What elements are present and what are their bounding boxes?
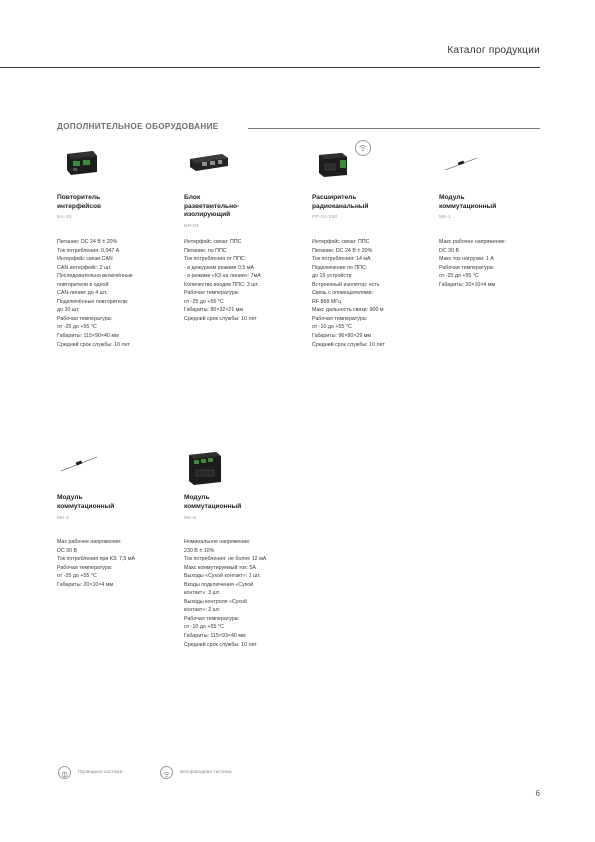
interface-repeater-image [63,148,99,176]
product-card [184,448,309,668]
switching-module-mk8-image [186,450,224,486]
product-name: Модуль коммутационный [184,494,242,510]
product-code: ВА-30 [57,215,72,220]
product-card [312,145,437,375]
product-card [57,448,182,628]
product-code: МК-1 [439,215,452,220]
wired-system-icon [58,766,71,779]
splitter-isolator-block-image [188,151,230,173]
spec-list: Max рабочее напряжение: DC 30 В Ток потребления при КЗ: 7,5 мА Рабочая температура: от -25 до +55 °С Габариты: 20×10×4 мм [57,539,135,588]
legend-wireless [160,766,232,779]
legend-wired [58,766,122,779]
spec-list: Номинальное напряжение: 230 В ± 10% Ток потребления: не более 12 мА Макс коммутируемый ток: 5А Выходы «Сухой контакт»: 1 шт. Входы подключения «Сухой контакт»: 3 шт. Выходы контроля «Сухой контакт»: 2 шт. Рабочая температура: от -10 до +55 °С Габариты: 115×93×40 мм Средний срок службы: 10 лет [184,539,267,648]
wireless-icon [355,140,371,156]
wireless-icon [160,766,173,779]
switching-module-mk1-image [443,155,479,173]
page-number: 6 [535,789,540,798]
legend-wired-label: Проводная система [78,770,123,775]
spec-list: Интерфейс связи: ППС Питание: по ППС Ток потребления от ППС: - в дежурном режиме 0,5 мА - в режиме «КЗ на линии»: 7мА Количество входов ППС: 3 шт. Рабочая температура: от -25 до +55 °С Габариты: 80×32×21 мм Средний срок службы: 10 лет [184,239,261,322]
legend-wireless-label: Беспроводная система [180,770,232,775]
product-card [57,145,182,375]
product-code: РР-02-250 [312,215,338,220]
section-title: ДОПОЛНИТЕЛЬНОЕ ОБОРУДОВАНИЕ [57,122,219,131]
product-name: Блок разветвительно- изолирующий [184,194,240,219]
spec-list: Макс рабочее напряжение: DC 30 В Макс ток нагрузки: 1 А Рабочая температура: от -25 до +55 °С Габариты: 20×10×4 мм [439,239,507,288]
product-card [184,145,309,375]
product-code: БИ-04 [184,224,200,229]
spec-list: Питание: DC 24 В ± 20% Ток потребления: 0,047 А Интерфейс связи CAN CAN интерфейс: 2 шт. Последовательно включённые повторители в одной CAN-линии: до 4 шт. Подключённые повторители: до 30 шт. Рабочая температура: от -25 до +55 °С Габариты: 115×90×40 мм Средний срок службы: 10 лет [57,239,133,348]
product-code: МК-2 [57,516,70,521]
header-title: Каталог продукции [447,45,540,56]
radio-extender-image [316,150,350,178]
product-code: МК-8 [184,516,197,521]
product-name: Модуль коммутационный [57,494,115,510]
section-divider [248,128,540,129]
product-card [439,145,564,375]
switching-module-mk2-image [59,454,99,474]
product-name: Модуль коммутационный [439,194,497,210]
header-divider [0,67,540,68]
product-name: Расширитель радиоканальный [312,194,369,210]
spec-list: Интерфейс связи: ППС Питание: DC 24 В ± 20% Ток потребления: 14 мА Подключение по ППС: до 15 устройств Встроенный изолятор: есть Связь с оповещателями: RF 868 МГц Макс дальность связи: 900 м Рабочая температура: от -10 до +55 °С Габариты: 96×80×29 мм Средний срок службы: 10 лет [312,239,385,348]
product-name: Повторитель интерфейсов [57,194,102,210]
